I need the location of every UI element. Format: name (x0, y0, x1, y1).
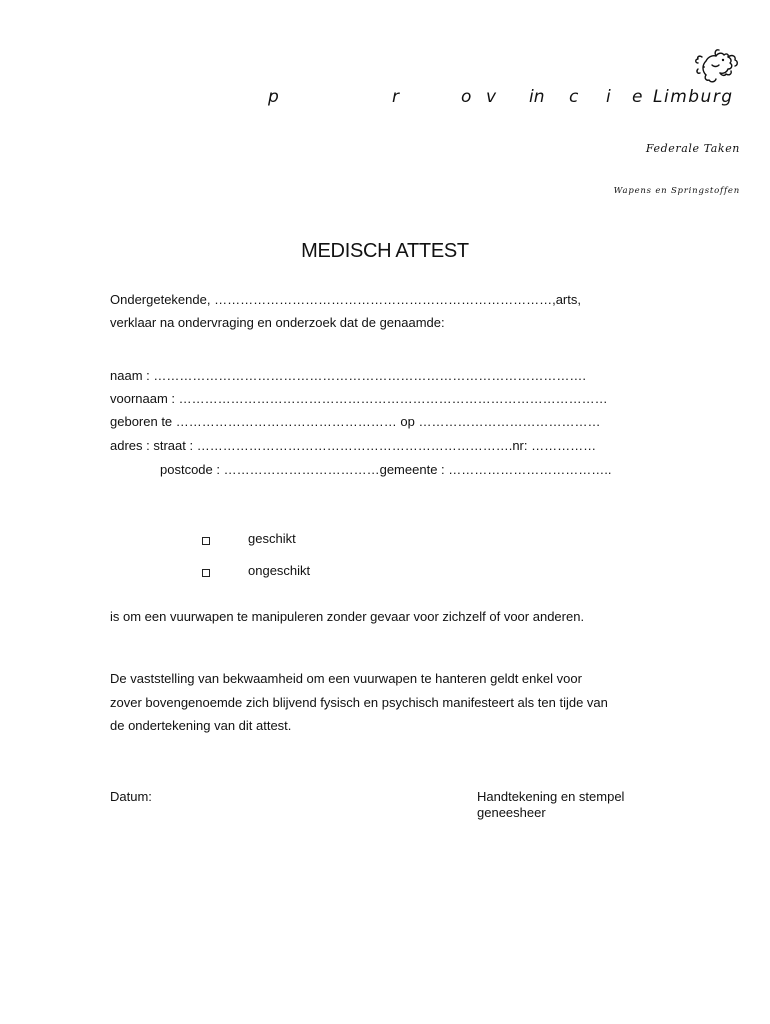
field-geboren: geboren te …………………………………………… op …………………………………… (110, 414, 601, 429)
statement-text: is om een vuurwapen te manipuleren zonder gevaar voor zichzelf of voor anderen. (110, 609, 585, 624)
signature-label: Handtekening en stempel (477, 789, 625, 804)
provincie-letter: in (529, 87, 545, 107)
field-adres: adres : straat : ……………………………………………………………….nr: …………… (110, 438, 597, 453)
province-name: Limburg (653, 87, 734, 107)
lion-logo (692, 45, 740, 85)
document-title: MEDISCH ATTEST (301, 240, 469, 262)
geschikt-label: geschikt (248, 531, 296, 546)
ongeschikt-checkbox[interactable] (202, 569, 210, 577)
geschikt-checkbox[interactable] (202, 537, 210, 545)
intro-line: verklaar na ondervraging en onderzoek dat de genaamde: (110, 315, 445, 330)
datum-label: Datum: (110, 789, 152, 804)
field-postcode: postcode : ………………………………gemeente : ……………………………….. (160, 462, 612, 477)
provincie-letter: c (569, 87, 579, 107)
provincie-letter: e (632, 87, 643, 107)
paragraph-line: zover bovengenoemde zich blijvend fysisch en psychisch manifesteert als ten tijde van (110, 695, 608, 710)
intro-line: Ondergetekende, ……………………………………………………………………,arts, (110, 292, 581, 307)
provincie-letter: i (606, 87, 611, 107)
paragraph-line: de ondertekening van dit attest. (110, 718, 292, 733)
ongeschikt-label: ongeschikt (248, 563, 311, 578)
signature-label: geneesheer (477, 805, 546, 820)
provincie-letter: o (461, 87, 472, 107)
field-voornaam: voornaam : ……………………………………………………………………………………… (110, 391, 608, 406)
provincie-letter: p (268, 87, 279, 107)
field-naam: naam : ………………………………………………………………………………………. (110, 368, 586, 383)
department-label: Federale Taken (645, 142, 740, 155)
paragraph-line: De vaststelling van bekwaamheid om een vuurwapen te hanteren geldt enkel voor (110, 671, 582, 686)
provincie-letter: v (486, 87, 497, 107)
sub-department-label: Wapens en Springstoffen (613, 186, 740, 196)
provincie-letter: r (392, 87, 399, 107)
